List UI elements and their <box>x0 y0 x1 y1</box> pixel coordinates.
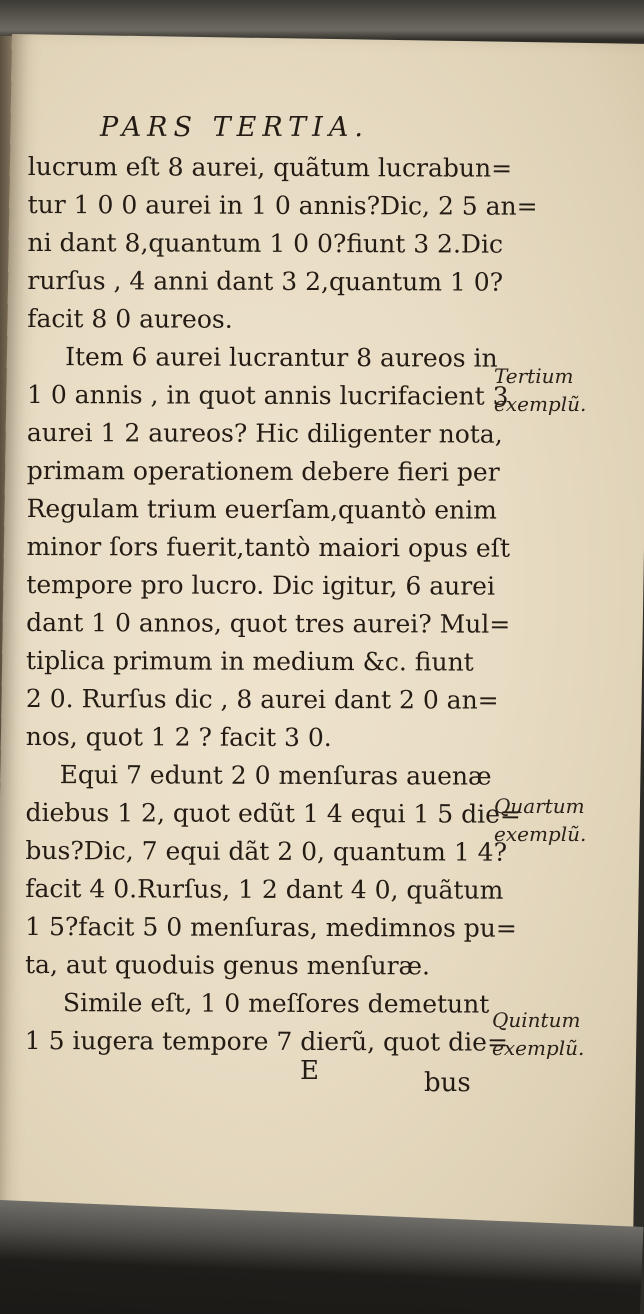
text-line: nos, quot 1 2 ? facit 3 0. <box>25 721 332 753</box>
text-line: ni dant 8,quantum 1 0 0?fiunt 3 2.Dic <box>27 227 504 259</box>
text-line: 1 5?facit 5 0 menſuras, medimnos pu= <box>25 911 517 943</box>
text-line: dant 1 0 annos, quot tres aurei? Mul= <box>26 607 511 639</box>
text-line: facit 4 0.Rurſus, 1 2 dant 4 0, quãtum <box>25 873 504 905</box>
margin-note-line: exemplũ. <box>494 392 587 416</box>
text-line: tur 1 0 0 aurei in 1 0 annis?Dic, 2 5 an= <box>27 189 538 221</box>
text-line: lucrum eſt 8 aurei, quãtum lucrabun= <box>27 151 513 183</box>
text-line: minor ſors fuerit,tantò maiori opus eſt <box>26 531 511 563</box>
running-head: PARS TERTIA. <box>100 112 369 143</box>
text-line: Item 6 aurei lucrantur 8 aureos in <box>65 342 498 373</box>
text-line: tiplica primum in medium &c. fiunt <box>26 645 474 677</box>
margin-note-line: Quartum <box>494 794 585 818</box>
text-line: facit 8 0 aureos. <box>27 303 233 334</box>
text-line: rurſus , 4 anni dant 3 2,quantum 1 0? <box>27 265 504 297</box>
text-line: 1 0 annis , in quot annis lucrifacient 3 <box>26 379 509 411</box>
margin-note-line: Tertium <box>494 364 574 388</box>
signature-mark: E <box>300 1056 319 1086</box>
text-line: 2 0. Rurſus dic , 8 aurei dant 2 0 an= <box>25 683 499 715</box>
text-line: diebus 1 2, quot edũt 1 4 equi 1 5 die= <box>25 797 521 829</box>
margin-note <box>494 792 586 848</box>
margin-note-line: exemplũ. <box>492 1036 585 1060</box>
text-line: primam operationem debere fieri per <box>26 455 500 487</box>
text-line: ta, aut quoduis genus menſuræ. <box>24 949 431 981</box>
margin-note <box>492 1006 584 1062</box>
text-line: bus?Dic, 7 equi dãt 2 0, quantum 1 4? <box>25 835 508 867</box>
margin-note <box>494 362 586 418</box>
margin-note-line: Quintum <box>492 1008 581 1032</box>
text-line: Simile eſt, 1 0 meſſores demetunt <box>62 988 490 1019</box>
margin-note-line: exemplũ. <box>494 822 587 846</box>
text-line: tempore pro lucro. Dic igitur, 6 aurei <box>26 569 496 601</box>
text-line: Equi 7 edunt 2 0 menſuras auenæ <box>59 760 492 791</box>
text-line: aurei 1 2 aureos? Hic diligenter nota, <box>26 417 503 449</box>
catchword: bus <box>424 1068 471 1098</box>
text-line: 1 5 iugera tempore 7 dierũ, quot die= <box>24 1025 508 1057</box>
text-line: Regulam trium euerſam,quantò enim <box>26 493 497 525</box>
